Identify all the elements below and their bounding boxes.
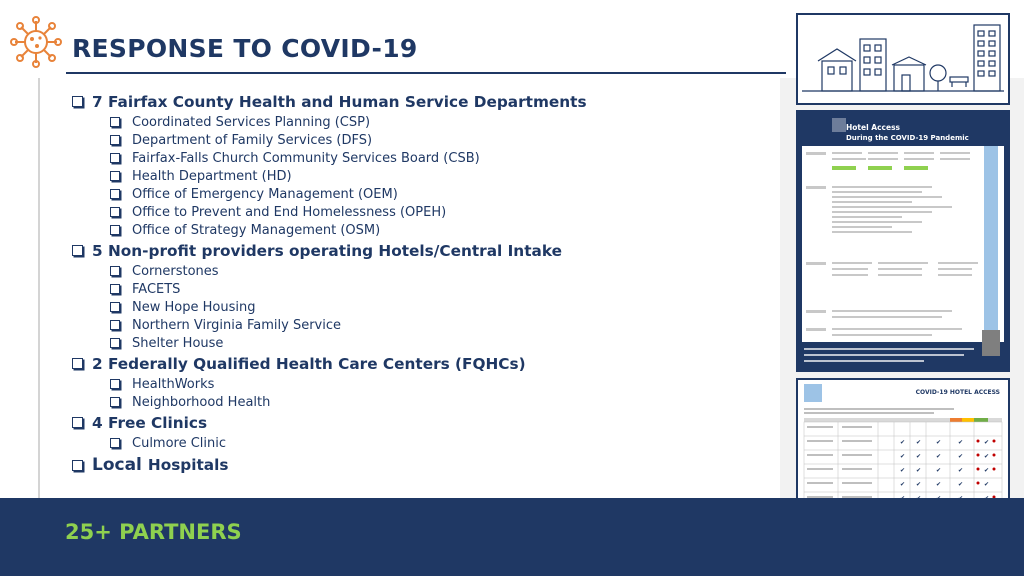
checkbox-icon <box>110 225 120 235</box>
group-label: 7 Fairfax County Health and Human Service Departments <box>92 92 587 111</box>
group-heading-free-clinics <box>72 411 772 434</box>
list-item <box>72 149 772 167</box>
svg-text:✔: ✔ <box>900 439 906 446</box>
svg-text:✔: ✔ <box>936 481 942 488</box>
group-heading-hhs <box>72 90 772 113</box>
city-skyline-icon <box>798 15 1008 103</box>
svg-text:✔: ✔ <box>916 453 922 460</box>
svg-text:✔: ✔ <box>936 439 942 446</box>
group-heading-nonprofits <box>72 239 772 262</box>
checkbox-icon <box>72 245 83 256</box>
group-label: 5 Non-profit providers operating Hotels/Central Intake <box>92 241 562 260</box>
svg-text:✔: ✔ <box>916 481 922 488</box>
list-item <box>72 167 772 185</box>
svg-text:✔: ✔ <box>958 467 964 474</box>
flyer-title-line1: Hotel Access <box>846 123 900 132</box>
list-item-label: HealthWorks <box>132 376 215 392</box>
checkbox-icon <box>110 189 120 199</box>
svg-text:✔: ✔ <box>936 467 942 474</box>
list-item-label: Office of Strategy Management (OSM) <box>132 222 381 238</box>
list-item-label: Culmore Clinic <box>132 435 227 451</box>
checkbox-icon <box>110 117 120 127</box>
list-item-label: Northern Virginia Family Service <box>132 317 342 333</box>
list-item <box>72 131 772 149</box>
checkbox-icon <box>110 135 120 145</box>
svg-text:✔: ✔ <box>900 453 906 460</box>
group-label: 4 Free Clinics <box>92 413 208 432</box>
group-heading-hospitals <box>72 452 772 478</box>
list-item-label: Neighborhood Health <box>132 394 271 410</box>
checkbox-icon <box>110 397 120 407</box>
list-item <box>72 316 772 334</box>
checkbox-icon <box>110 320 120 330</box>
list-item <box>72 185 772 203</box>
svg-text:✔: ✔ <box>984 453 990 460</box>
list-item <box>72 298 772 316</box>
group-label: Hospitals <box>147 456 229 474</box>
list-item <box>72 203 772 221</box>
list-item-label: Office to Prevent and End Homelessness (OPEH) <box>132 204 447 220</box>
checkbox-icon <box>110 171 120 181</box>
list-item-label: Health Department (HD) <box>132 168 292 184</box>
list-item-label: Shelter House <box>132 335 224 351</box>
table-logo-icon <box>804 384 822 402</box>
list-item-label: New Hope Housing <box>132 299 256 315</box>
table-title: COVID-19 HOTEL ACCESS <box>915 389 1000 396</box>
group-label: 2 Federally Qualified Health Care Centers (FQHCs) <box>92 354 526 373</box>
checkbox-icon <box>110 153 120 163</box>
svg-text:✔: ✔ <box>916 439 922 446</box>
svg-text:✔: ✔ <box>900 481 906 488</box>
virus-network-icon <box>10 16 62 68</box>
list-item <box>72 113 772 131</box>
list-item <box>72 393 772 411</box>
checkbox-icon <box>72 358 83 369</box>
list-item-label: FACETS <box>132 281 181 297</box>
svg-text:✔: ✔ <box>984 439 990 446</box>
list-item <box>72 375 772 393</box>
flyer-logo-icon <box>832 118 846 132</box>
svg-text:✔: ✔ <box>936 453 942 460</box>
checkbox-icon <box>110 302 120 312</box>
city-skyline-thumbnail <box>796 13 1010 105</box>
checkbox-icon <box>110 379 120 389</box>
list-item <box>72 334 772 352</box>
list-item-label: Fairfax-Falls Church Community Services Board (CSB) <box>132 150 480 166</box>
list-item <box>72 262 772 280</box>
checkbox-icon <box>110 438 120 448</box>
svg-text:✔: ✔ <box>958 453 964 460</box>
svg-text:✔: ✔ <box>900 467 906 474</box>
list-item-label: Office of Emergency Management (OEM) <box>132 186 398 202</box>
svg-text:✔: ✔ <box>984 467 990 474</box>
svg-text:✔: ✔ <box>958 481 964 488</box>
checkbox-icon <box>72 460 83 471</box>
flyer-title-line2: During the COVID-19 Pandemic <box>846 134 969 142</box>
page-title: RESPONSE TO COVID-19 <box>72 34 418 63</box>
group-label-emphasis: Local <box>92 455 142 475</box>
svg-text:✔: ✔ <box>958 439 964 446</box>
partner-list <box>72 90 772 478</box>
checkbox-icon <box>72 417 83 428</box>
hotel-access-flyer-image <box>798 112 1008 370</box>
hotel-access-flyer-thumbnail <box>796 110 1010 372</box>
hotel-building-icon <box>982 330 1000 356</box>
list-item <box>72 280 772 298</box>
checkbox-icon <box>110 284 120 294</box>
checkbox-icon <box>110 266 120 276</box>
list-item <box>72 221 772 239</box>
list-item-label: Coordinated Services Planning (CSP) <box>132 114 371 130</box>
list-item-label: Department of Family Services (DFS) <box>132 132 373 148</box>
checkbox-icon <box>110 207 120 217</box>
checkbox-icon <box>72 96 83 107</box>
partners-footer: 25+ PARTNERS <box>65 520 242 544</box>
title-underline <box>66 72 786 74</box>
svg-text:✔: ✔ <box>984 481 990 488</box>
checkbox-icon <box>110 338 120 348</box>
group-heading-fqhcs <box>72 352 772 375</box>
svg-text:✔: ✔ <box>916 467 922 474</box>
list-item <box>72 434 772 452</box>
list-item-label: Cornerstones <box>132 263 219 279</box>
